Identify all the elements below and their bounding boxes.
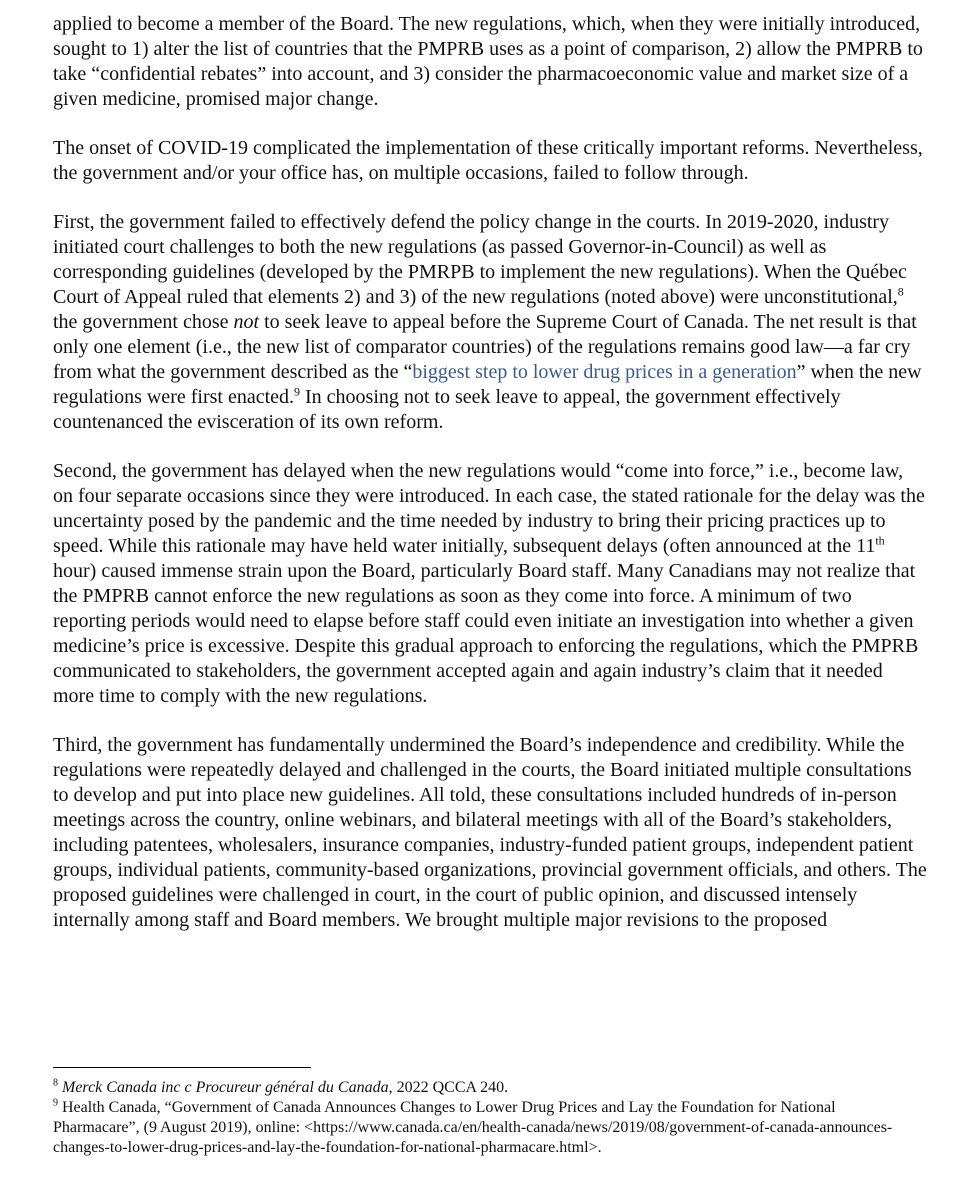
footnote-ref-8[interactable]: 8 <box>897 284 904 299</box>
paragraph-first-text-e: In choosing not to seek leave to appeal, the government effectively countenanced the evisceration of its own reform. <box>53 386 841 433</box>
paragraph-first-text-b: the government chose <box>53 311 234 333</box>
paragraph-first-text-a: First, the government failed to effectively defend the policy change in the courts. In 2019-2020, industry initiated court challenges to both the new regulations (as passed Governor-in-Council) as well as corresponding guidelines (developed by the PMRPB to implement the new regulations). When the Québec Court of Appeal ruled that elements 2) and 3) of the new regulations (noted above) were unconstitutional, <box>53 211 907 308</box>
footnote-citation: , 2022 QCCA 240. <box>388 1079 509 1096</box>
footnote-separator <box>53 1067 311 1068</box>
paragraph-first-text-c: to seek leave to appeal before the Supreme Court of Canada. The net result is that only one element (i.e., the new list of comparator countries) of the regulations remains good law—a far cry from what the government described as the “ <box>53 311 917 383</box>
footnotes <box>53 1078 913 1158</box>
footnote-number: 9 <box>53 1097 58 1109</box>
paragraph-first <box>53 210 928 435</box>
paragraph-second-text-b: hour) caused immense strain upon the Board, particularly Board staff. Many Canadians may not realize that the PMPRB cannot enforce the new regulations as soon as they come into force. A minimum of two reporting periods would need to elapse before staff could even initiate an investigation into whether a given medicine’s price is excessive. Despite this gradual approach to enforcing the regulations, which the PMPRB communicated to stakeholders, the government accepted again and again industry’s claim that it needed more time to comply with the new regulations. <box>53 560 919 707</box>
footnote-8 <box>53 1078 913 1098</box>
paragraph-third: Third, the government has fundamentally undermined the Board’s independence and credibility. While the regulations were repeatedly delayed and challenged in the courts, the Board initiated multiple consultations to develop and put into place new guidelines. All told, these consultations included hundreds of in-person meetings across the country, online webinars, and bilateral meetings with all of the Board’s stakeholders, including patentees, wholesalers, insurance companies, industry-funded patient groups, independent patient groups, individual patients, community-based organizations, provincial government officials, and others. The proposed guidelines were challenged in court, in the court of public opinion, and discussed intensely internally among staff and Board members. We brought multiple major revisions to the proposed <box>53 734 927 931</box>
document-body <box>53 12 928 933</box>
footnote-case-name: Merck Canada inc c Procureur général du Canada <box>62 1079 389 1096</box>
paragraph-second-text-a: Second, the government has delayed when the new regulations would “come into force,” i.e., become law, on four separate occasions since they were introduced. In each case, the stated rationale for the delay was the uncertainty posed by the pandemic and the time needed by industry to bring their pricing practices up to speed. While this rationale may have held water initially, subsequent delays (often announced at the 11 <box>53 460 925 557</box>
footnote-9 <box>53 1098 913 1158</box>
emphasis-not: not <box>233 311 260 333</box>
footnote-number: 8 <box>53 1077 58 1089</box>
paragraph-intro: applied to become a member of the Board. The new regulations, which, when they were initially introduced, sought to 1) alter the list of countries that the PMPRB uses as a point of comparison, 2) allow the PMPRB to take “confidential rebates” into account, and 3) consider the pharmacoeconomic value and market size of a given medicine, promised major change. <box>53 13 923 110</box>
hyperlink-biggest-step[interactable]: biggest step to lower drug prices in a generation <box>412 361 797 383</box>
paragraph-covid: The onset of COVID-19 complicated the implementation of these critically important reforms. Nevertheless, the government and/or your office has, on multiple occasions, failed to follow through. <box>53 137 923 184</box>
footnote-text: Health Canada, “Government of Canada Announces Changes to Lower Drug Prices and Lay the Foundation for National Pharmacare”, (9 August 2019), online: <https://www.canada.ca/en/health-canada/news/2019/08/government-of-canada-announces-changes-to-lower-drug-prices-and-lay-the-foundation-for-national-pharmacare.html>. <box>53 1099 893 1156</box>
ordinal-superscript: th <box>875 533 885 548</box>
paragraph-first-text-d: ” when the new regulations were first enacted. <box>53 361 922 408</box>
footnote-ref-9[interactable]: 9 <box>294 384 301 399</box>
paragraph-second <box>53 459 928 709</box>
